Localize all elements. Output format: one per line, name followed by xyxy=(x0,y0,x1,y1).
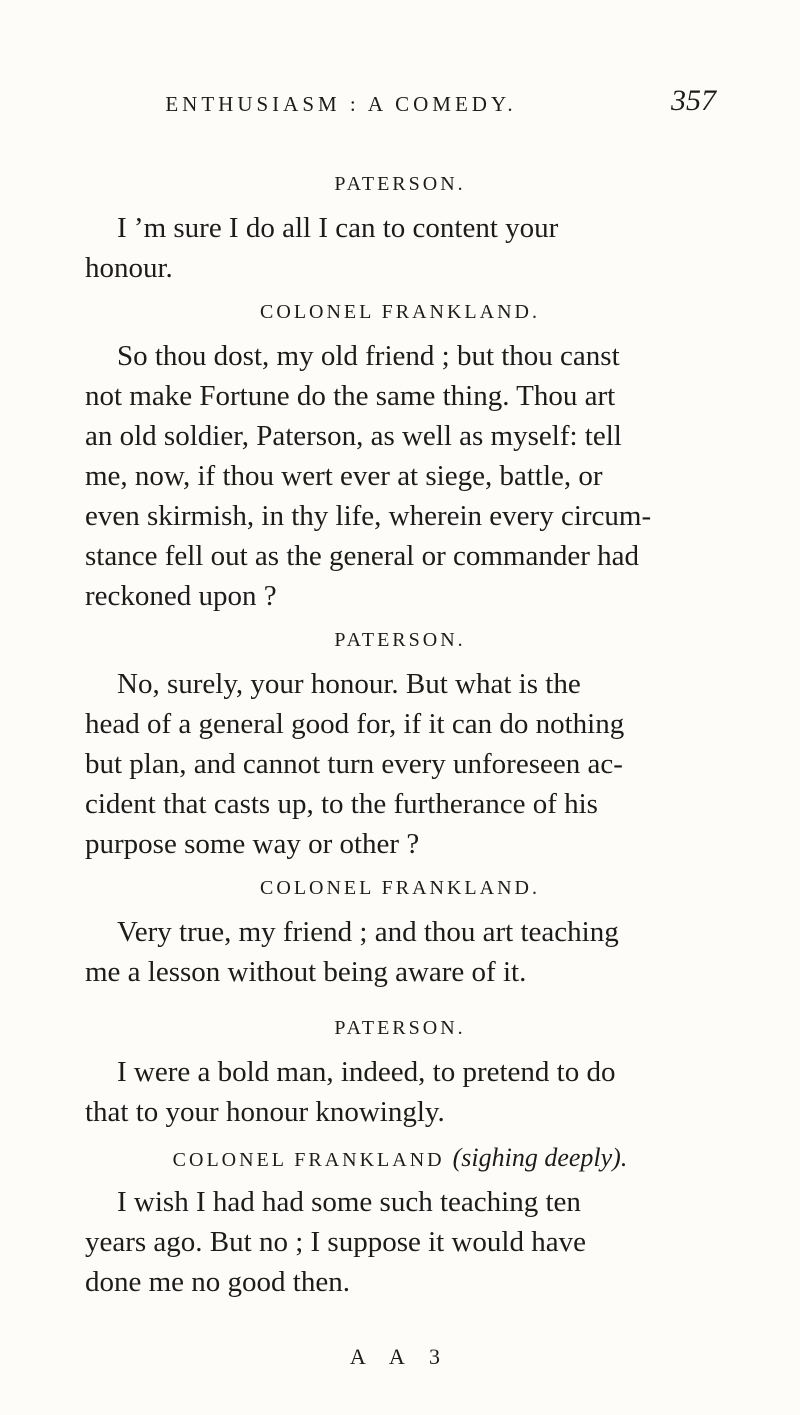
page-number: 357 xyxy=(671,84,716,117)
speech-block-1 xyxy=(85,160,715,288)
page-header xyxy=(0,84,800,124)
speech-line: but plan, and cannot turn every unforeseen ac- xyxy=(85,748,623,780)
speech-line: me, now, if thou wert ever at siege, battle, or xyxy=(85,460,603,492)
speech-line: done me no good then. xyxy=(85,1266,350,1298)
speech-line: I wish I had had some such teaching ten xyxy=(117,1186,581,1218)
signature-mark: A A 3 xyxy=(349,1344,451,1369)
speech-line: Very true, my friend ; and thou art teaching xyxy=(117,916,619,948)
running-title: ENTHUSIASM : A COMEDY. xyxy=(165,92,517,116)
speaker-name: COLONEL FRANKLAND xyxy=(172,1149,445,1171)
stage-direction: (sighing deeply). xyxy=(452,1143,628,1172)
speech-line: No, surely, your honour. But what is the xyxy=(117,668,581,700)
speech-line: head of a general good for, if it can do nothing xyxy=(85,708,625,740)
speaker-name: COLONEL FRANKLAND. xyxy=(260,301,540,323)
speech-line: years ago. But no ; I suppose it would have xyxy=(85,1226,586,1258)
speech-block-2 xyxy=(85,288,715,616)
speaker-name: PATERSON. xyxy=(334,173,466,195)
speech-line: So thou dost, my old friend ; but thou canst xyxy=(117,340,620,372)
speech-line: not make Fortune do the same thing. Thou art xyxy=(85,380,616,412)
speaker-heading xyxy=(85,1134,715,1182)
speaker-name: PATERSON. xyxy=(334,629,466,651)
speech-block-3 xyxy=(85,616,715,864)
speech-line: that to your honour knowingly. xyxy=(85,1096,445,1128)
speech-line: even skirmish, in thy life, wherein every circum- xyxy=(85,500,652,532)
speaker-name: PATERSON. xyxy=(334,1017,466,1039)
speech-line: me a lesson without being aware of it. xyxy=(85,956,527,988)
speech-line: honour. xyxy=(85,252,173,284)
speech-line: purpose some way or other ? xyxy=(85,828,420,860)
speech-line: stance fell out as the general or commander had xyxy=(85,540,639,572)
speech-line: I ’m sure I do all I can to content your xyxy=(117,212,559,244)
speech-line: cident that casts up, to the furtherance of his xyxy=(85,788,598,820)
speech-line: an old soldier, Paterson, as well as myself: tell xyxy=(85,420,622,452)
speech-block-4 xyxy=(85,864,715,992)
speech-block-6 xyxy=(85,1134,715,1302)
speech-line: I were a bold man, indeed, to pretend to do xyxy=(117,1056,616,1088)
speech-block-5 xyxy=(85,1004,715,1132)
speaker-name: COLONEL FRANKLAND. xyxy=(260,877,540,899)
speech-line: reckoned upon ? xyxy=(85,580,277,612)
